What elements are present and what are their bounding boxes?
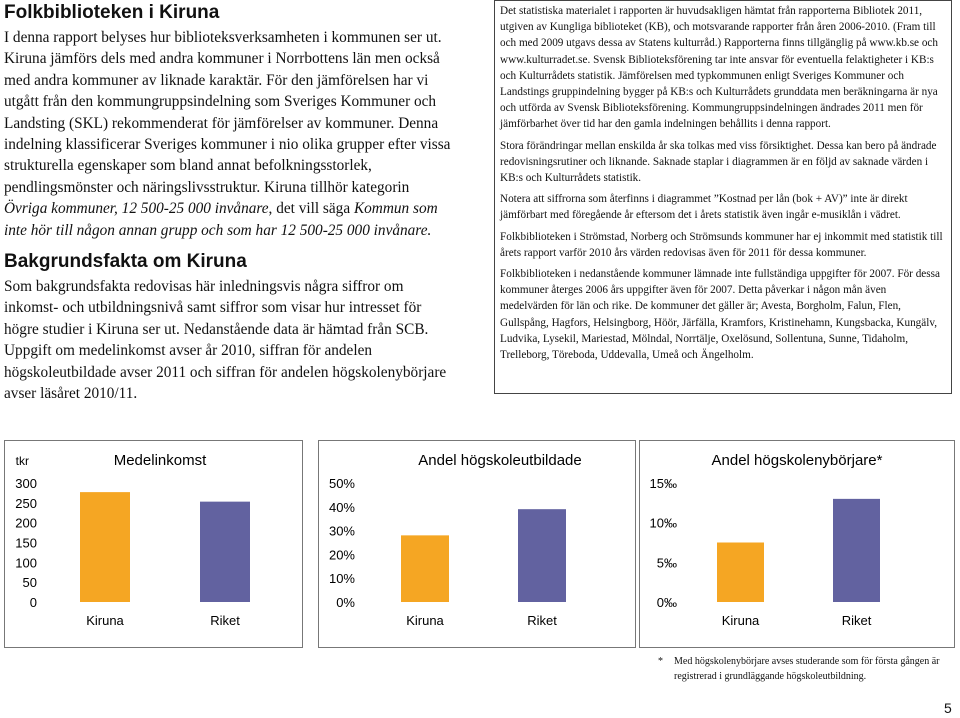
intro-text: I denna rapport belyses hur biblioteksverksamheten i kommunen ser ut. Kiruna jämförs dels med andra kommuner i Norrbottens län men också med andra kommuner av liknade karaktär. För den jämförelsen har vi utgått från den kommungruppsindelning som Sveriges Kommuner och Landsting (SKL) rekommenderat för jämförelser av kommuner. Denna indelning klassificerar Sveriges kommuner i nio olika grupper efter vissa strukturella egenskaper som bland annat befolkningsstorlek, pendlingsmönster och näringslivsstruktur. Kiruna tillhör kategorin bbox=[4, 29, 451, 196]
intro-paragraph bbox=[4, 27, 454, 241]
chart-svg-0 bbox=[5, 441, 304, 649]
category-label: Kiruna bbox=[406, 613, 444, 628]
footnote-text: Med högskolenybörjare avses studerande som för första gången är registrerad i grundläggande högskoleutbildning. bbox=[674, 656, 940, 682]
category-label: Riket bbox=[527, 613, 557, 628]
footnote bbox=[658, 654, 948, 684]
y-tick-label: 300 bbox=[15, 476, 37, 491]
info-paragraph-4: Folkbiblioteken i Strömstad, Norberg och Strömsunds kommuner har ej inkommit med statistik till årets rapport varför 2010 års värden redovisas även för 2011 för dessa kommuner. bbox=[500, 230, 943, 259]
y-tick-label: 50% bbox=[328, 476, 355, 491]
info-paragraph-3: Notera att siffrorna som återfinns i diagrammet ”Kostnad per lån (bok + AV)” inte är direkt jämförbart med föregående år eftersom det i årets statistik även ingår e-musiklån i vädret. bbox=[500, 193, 908, 222]
y-tick-label: 100 bbox=[15, 555, 37, 571]
chart-medelinkomst bbox=[4, 440, 303, 648]
intro-mid-text: , det vill säga bbox=[268, 200, 354, 218]
left-column bbox=[4, 0, 454, 405]
bar-riket bbox=[833, 499, 880, 602]
chart-hogskoleutbildade bbox=[318, 440, 636, 648]
y-tick-label: 40% bbox=[328, 499, 355, 515]
bar-riket bbox=[518, 509, 566, 602]
chart-title: Andel högskolenybörjare* bbox=[711, 452, 883, 469]
y-tick-label: 150 bbox=[15, 535, 37, 551]
y-tick-label: 10% bbox=[328, 571, 355, 587]
y-tick-label: 30% bbox=[328, 523, 355, 539]
y-tick-label: 250 bbox=[15, 495, 37, 511]
y-tick-label: 5‰ bbox=[656, 555, 677, 571]
y-tick-label: 10‰ bbox=[649, 515, 677, 531]
y-tick-label: 0 bbox=[29, 595, 37, 610]
section-heading: Bakgrundsfakta om Kiruna bbox=[4, 251, 247, 273]
chart-hogskolenyborjare bbox=[639, 440, 955, 648]
chart-svg-2 bbox=[640, 441, 956, 649]
y-tick-label: 15‰ bbox=[649, 476, 677, 491]
info-paragraph-5: Folkbiblioteken i nedanstående kommuner lämnade inte fullständiga uppgifter för 2007. För dessa kommuner återges 2006 års uppgifter även för 2007. Detta påverkar i någon mån även medelvärden för län och rike. De kommuner det gäller är; Avesta, Borgholm, Falun, Flen, Gullspång, Hagfors, Helsingborg, Höör, Järfälla, Kramfors, Kristinehamn, Kungsbacka, Kungälv, Ludvika, Lysekil, Mariestad, Mölndal, Norrtälje, Oxelösund, Sollentuna, Sunne, Tidaholm, Trelleborg, Töreboda, Uddevalla, Umeå och Ängelholm. bbox=[500, 268, 940, 362]
info-box bbox=[494, 0, 952, 394]
y-tick-label: 20% bbox=[328, 547, 355, 563]
intro-italic-category: Övriga kommuner, 12 500-25 000 invånare bbox=[4, 200, 269, 218]
footnote-star: * bbox=[658, 656, 663, 667]
bar-kiruna bbox=[401, 535, 449, 602]
chart-svg-1 bbox=[319, 441, 637, 649]
category-label: Kiruna bbox=[721, 613, 760, 628]
chart-title: Andel högskoleutbildade bbox=[418, 452, 582, 469]
y-tick-label: 0‰ bbox=[656, 595, 677, 610]
y-tick-label: 50 bbox=[22, 575, 37, 591]
info-paragraph-2: Stora förändringar mellan enskilda år ska tolkas med viss försiktighet. Dessa kan bero på ändrade redovisningsrutiner och liknande. Saknade staplar i diagrammen är en följd av saknade värden i KB:s och Kulturrådets statistik. bbox=[500, 139, 937, 185]
page-title: Folkbiblioteken i Kiruna bbox=[4, 2, 220, 23]
bar-riket bbox=[200, 502, 250, 602]
bar-kiruna bbox=[80, 492, 130, 602]
category-label: Riket bbox=[841, 613, 872, 628]
page-number: 5 bbox=[944, 700, 952, 716]
y-tick-label: 200 bbox=[15, 515, 37, 531]
y-tick-label: 0% bbox=[336, 595, 355, 610]
background-paragraph: Som bakgrundsfakta redovisas här inledningsvis några siffror om inkomst- och utbildningsnivå samt siffror som visar hur intresset för högre studier i Kiruna ser ut. Nedanstående data är hämtad från SCB. Uppgift om medelinkomst avser år 2010, siffran för andelen högskoleutbildade avser 2011 och siffran för andelen högskolenybörjare avser läsåret 2010/11. bbox=[4, 278, 447, 403]
bar-kiruna bbox=[717, 543, 764, 603]
intro-italic-definition: Kommun som inte hör till någon annan grupp och som har 12 500-25 000 invånare. bbox=[4, 200, 438, 239]
y-axis-label: tkr bbox=[15, 454, 29, 468]
category-label: Kiruna bbox=[86, 613, 124, 628]
category-label: Riket bbox=[210, 613, 240, 628]
info-paragraph-1: Det statistiska materialet i rapporten är huvudsakligen hämtat från rapporterna Bibliotek 2011, utgiven av Kungliga biblioteket (KB), och motsvarande rapporter från åren 2006-2010. (Fram till och med 2009 utgavs dessa av Statens kulturråd.) Rapporterna finns tillgänglig på www.kb.se och www.kulturradet.se. Svensk Biblioteksförening tar inte ansvar för eventuella felaktigheter i KB:s och Kulturrådets statistik. Jämförelsen med typkommunen enligt Sveriges Kommuner och Landstings gruppindelning bygger på KB:s och Kulturrådets grunddata men beräkningarna är nya och utförda av Svensk Biblioteksförening. Kommungruppsindelningen ändrades 2011 men för jämförbarhet över tid har den gamla indelningen behållits i denna rapport. bbox=[500, 5, 938, 131]
chart-title: Medelinkomst bbox=[113, 452, 207, 469]
